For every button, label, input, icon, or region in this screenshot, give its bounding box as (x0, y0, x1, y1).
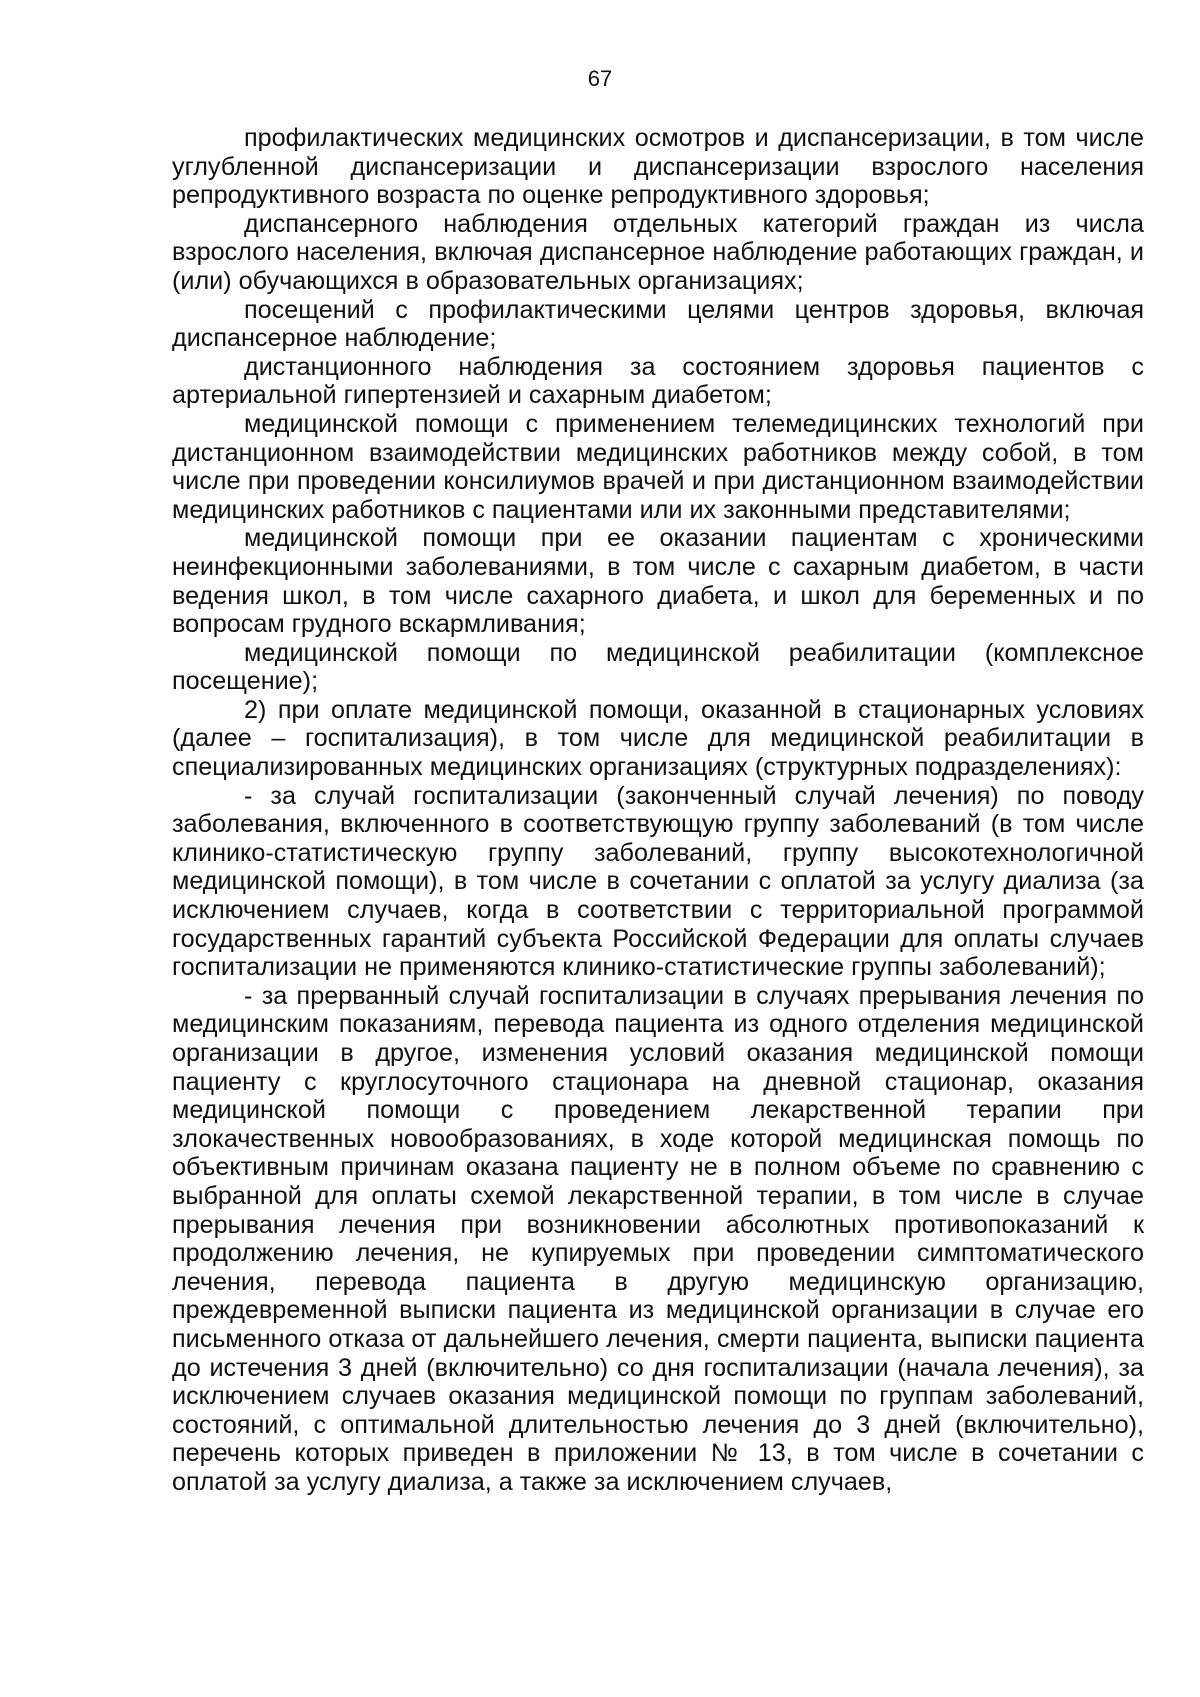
paragraph-hospital-payment: 2) при оплате медицинской помощи, оказанной в стационарных условиях (далее – госпитализация), в том числе для медицинской реабилитации в специализированных медицинских организациях (структурных подразделениях): (172, 695, 1144, 782)
paragraph-telemedicine: медицинской помощи с применением телемедицинских технологий при дистанционном взаимодействии медицинских работников между собой, в том числе при проведении консилиумов врачей и при дистанционном взаимодействии медицинских работников с пациентами или их законными представителями; (172, 409, 1144, 524)
paragraph-interrupted-case: - за прерванный случай госпитализации в случаях прерывания лечения по медицинским показаниям, перевода пациента из одного отделения медицинской организации в другое, изменения условий оказания медицинской помощи пациенту с круглосуточного стационара на дневной стационар, оказания медицинской помощи с проведением лекарственной терапии при злокачественных новообразованиях, в ходе которой медицинская помощь по объективным причинам оказана пациенту не в полном объеме по сравнению с выбранной для оплаты схемой лекарственной терапии, в том числе в случае прерывания лечения при возникновении абсолютных противопоказаний к продолжению лечения, не купируемых при проведении симптоматического лечения, перевода пациента в другую медицинскую организацию, преждевременной выписки пациента из медицинской организации в случае его письменного отказа от дальнейшего лечения, смерти пациента, выписки пациента до истечения 3 дней (включительно) со дня госпитализации (начала лечения), за исключением случаев оказания медицинской помощи по группам заболеваний, состояний, с оптимальной длительностью лечения до 3 дней (включительно), перечень которых приведен в приложении № 13, в том числе в сочетании с оплатой за услугу диализа, а также за исключением случаев, (172, 981, 1144, 1496)
paragraph-preventive-examinations: профилактических медицинских осмотров и диспансеризации, в том числе углубленной диспансеризации и диспансеризации взрослого населения репродуктивного возраста по оценке репродуктивного здоровья; (172, 124, 1144, 210)
paragraph-dispensary-observation: диспансерного наблюдения отдельных категорий граждан из числа взрослого населения, включая диспансерное наблюдение работающих граждан, и (или) обучающихся в образовательных организациях; (172, 209, 1144, 295)
paragraph-remote-monitoring: дистанционного наблюдения за состоянием здоровья пациентов с артериальной гипертензией и сахарным диабетом; (172, 352, 1144, 410)
page-number: 67 (587, 66, 613, 91)
paragraph-health-centers: посещений с профилактическими целями центров здоровья, включая диспансерное наблюдение; (172, 295, 1144, 353)
paragraph-rehabilitation: медицинской помощи по медицинской реабилитации (комплексное посещение); (172, 638, 1144, 696)
paragraph-completed-case: - за случай госпитализации (законченный случай лечения) по поводу заболевания, включенного в соответствующую группу заболеваний (в том числе клинико-статистическую группу заболеваний, группу высокотехнологичной медицинской помощи), в том числе в сочетании с оплатой за услугу диализа (за исключением случаев, когда в соответствии с территориальной программой государственных гарантий субъекта Российской Федерации для оплаты случаев госпитализации не применяются клинико-статистические группы заболеваний); (172, 781, 1144, 982)
document-body (172, 124, 1144, 1497)
paragraph-chronic-diseases-schools: медицинской помощи при ее оказании пациентам с хроническими неинфекционными заболеваниями, в том числе с сахарным диабетом, в части ведения школ, в том числе сахарного диабета, и школ для беременных и по вопросам грудного вскармливания; (172, 524, 1144, 639)
